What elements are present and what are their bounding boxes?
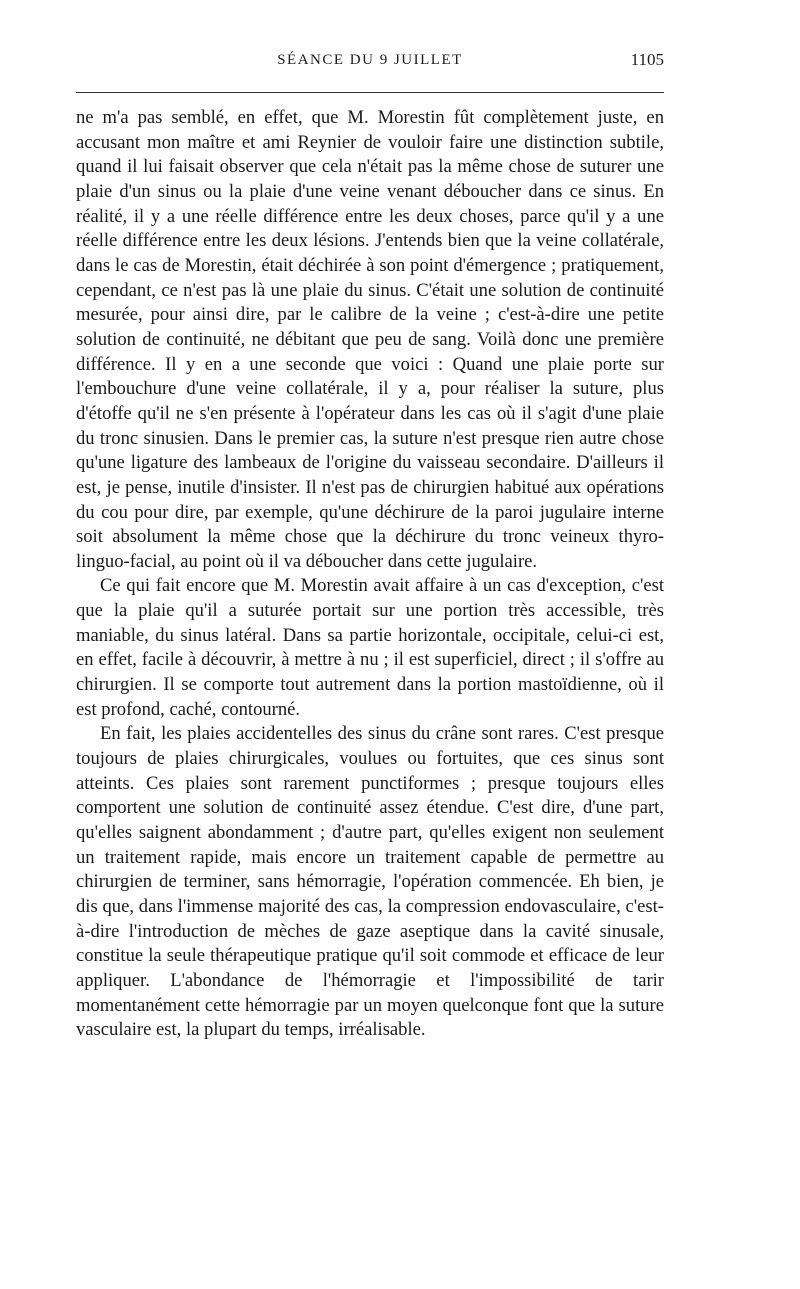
paragraph-2: Ce qui fait encore que M. Morestin avait affaire à un cas d'exception, c'est que la plaie qu'il a suturée portait sur une portion très accessible, très maniable, du sinus latéral. Dans sa partie horizontale, occipitale, celui-ci est, en effet, facile à découvrir, à mettre à nu ; il est superficiel, direct ; il s'offre au chirurgien. Il se comporte tout autrement dans la portion mastoïdienne, où il est profond, caché, contourné. <box>76 575 664 720</box>
header-rule <box>76 92 664 93</box>
document-page <box>76 0 664 1043</box>
paragraph-3: En fait, les plaies accidentelles des sinus du crâne sont rares. C'est presque toujours de plaies chirurgicales, voulues ou fortuites, que ces sinus sont atteints. Ces plaies sont rarement punctiformes ; presque toujours elles comportent une solution de continuité assez étendue. C'est dire, d'une part, qu'elles saignent abondamment ; d'autre part, qu'elles exigent non seulement un traitement rapide, mais encore un traitement capable de permettre au chirurgien de terminer, sans hémorragie, l'opération commencée. Eh bien, je dis que, dans l'immense majorité des cas, la compression endovasculaire, c'est-à-dire l'introduction de mèches de gaze aseptique dans la cavité sinusale, constitue la seule thérapeutique pratique qu'il soit commode et efficace de leur appliquer. L'abondance de l'hémorragie et l'impossibilité de tarir momentanément cette hémorragie par un moyen quelconque font que la suture vasculaire est, la plupart du temps, irréalisable. <box>76 723 664 1041</box>
body-text <box>76 106 664 1043</box>
paragraph-1: ne m'a pas semblé, en effet, que M. Morestin fût complètement juste, en accusant mon maître et ami Reynier de vouloir faire une distinction subtile, quand il lui faisait observer que cela n'était pas la même chose de suturer une plaie d'un sinus ou la plaie d'une veine venant déboucher dans ce sinus. En réalité, il y a une réelle différence entre les deux choses, parce qu'il y a une réelle différence entre les deux lésions. J'entends bien que la veine collatérale, dans le cas de Morestin, était déchirée à son point d'émergence ; pratiquement, cependant, ce n'est pas là une plaie du sinus. C'était une solution de continuité mesurée, pour ainsi dire, par le calibre de la veine ; c'est-à-dire une petite solution de continuité, ne débitant que peu de sang. Voilà donc une première différence. Il y en a une seconde que voici : Quand une plaie porte sur l'embouchure d'une veine collatérale, il y a, pour réaliser la suture, plus d'étoffe qu'il ne s'en présente à l'opérateur dans les cas où il s'agit d'une plaie du tronc sinusien. Dans le premier cas, la suture n'est presque rien autre chose qu'une ligature des lambeaux de l'origine du vaisseau secondaire. D'ailleurs il est, je pense, inutile d'insister. Il n'est pas de chirurgien habitué aux opérations du cou pour dire, par exemple, qu'une déchirure de la paroi jugulaire interne soit absolument la même chose que la déchirure du tronc veineux thyro-linguo-facial, au point où il va déboucher dans cette jugulaire. <box>76 107 664 572</box>
page-header <box>76 0 664 92</box>
running-title: SÉANCE DU 9 JUILLET <box>277 52 463 68</box>
page-number: 1105 <box>630 50 664 69</box>
